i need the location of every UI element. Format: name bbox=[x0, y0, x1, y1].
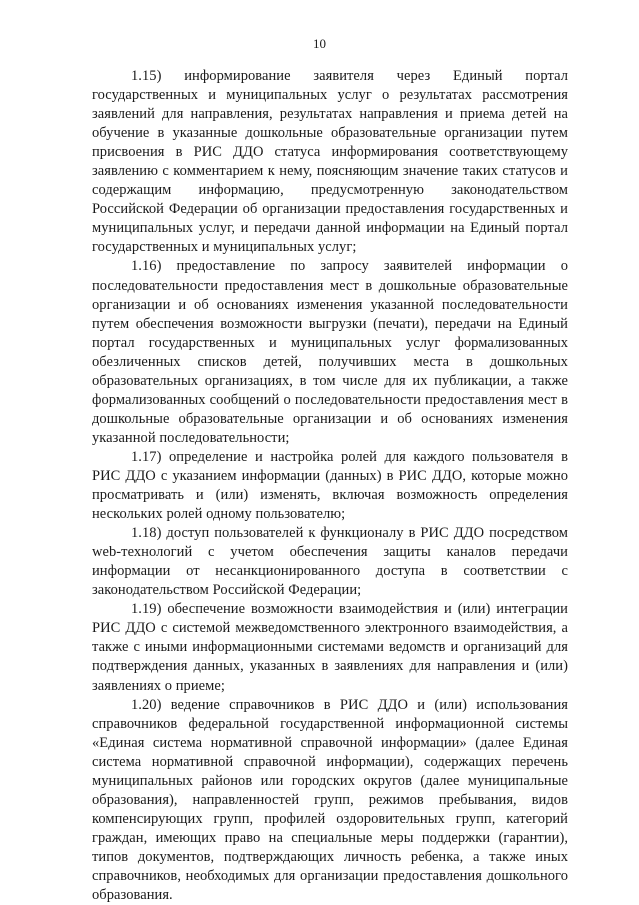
paragraph-1-19: 1.19) обеспечение возможности взаимодействия и (или) интеграции РИС ДДО с системой межведомственного электронного взаимодействия, а также с иными информационными системами ведомств и организаций для подтверждения данных, указанных в заявлениях для направления и (или) заявлениях о приеме; bbox=[92, 601, 568, 694]
paragraph-1-20: 1.20) ведение справочников в РИС ДДО и (или) использования справочников федеральной государственной информационной системы «Единая система нормативной справочной информации» (далее Единая система нормативной справочной информации), содержащих перечень муниципальных районов или городских округов (далее муниципальные образования), направленностей групп, режимов пребывания, видов компенсирующих групп, профилей оздоровительных групп, категорий граждан, имеющих право на специальные меры поддержки (гарантии), типов документов, подтверждающих личность ребенка, а также иных справочников, необходимых для организации предоставления дошкольного образования. bbox=[92, 696, 568, 904]
paragraph-1-15: 1.15) информирование заявителя через Единый портал государственных и муниципальных услуг о результатах рассмотрения заявлений для направления, результатах направления и приема детей на обучение в указанные дошкольные образовательные организации путем присвоения в РИС ДДО статуса информирования соответствующему заявлению с комментарием к нему, поясняющим значение таких статусов и содержащим информацию, предусмотренную законодательством Российской Федерации об организации предоставления государственных и муниципальных услуг, и передачи данной информации на Единый портал государственных и муниципальных услуг; bbox=[92, 68, 568, 256]
document-body bbox=[92, 67, 568, 905]
page-number: 10 bbox=[313, 36, 326, 51]
paragraph-1-16: 1.16) предоставление по запросу заявителей информации о последовательности предоставления мест в дошкольные образовательные организации и об основаниях изменения указанной последовательности путем обеспечения возможности выгрузки (печати), передачи на Единый портал государственных и муниципальных услуг формализованных обезличенных списков детей, получивших места в дошкольных образовательных организациях, в том числе для их публикации, а также формализованных сообщений о последовательности предоставления мест в дошкольные образовательные организации и об основаниях изменения указанной последовательности; bbox=[92, 258, 568, 446]
paragraph-1-18: 1.18) доступ пользователей к функционалу в РИС ДДО посредством web-технологий с учетом обеспечения защиты каналов передачи информации от несанкционированного доступа в соответствии с законодательством Российской Федерации; bbox=[92, 525, 568, 599]
paragraph-1-17: 1.17) определение и настройка ролей для каждого пользователя в РИС ДДО с указанием информации (данных) в РИС ДДО, которые можно просматривать и (или) изменять, включая возможность определения нескольких ролей одному пользователю; bbox=[92, 448, 568, 523]
